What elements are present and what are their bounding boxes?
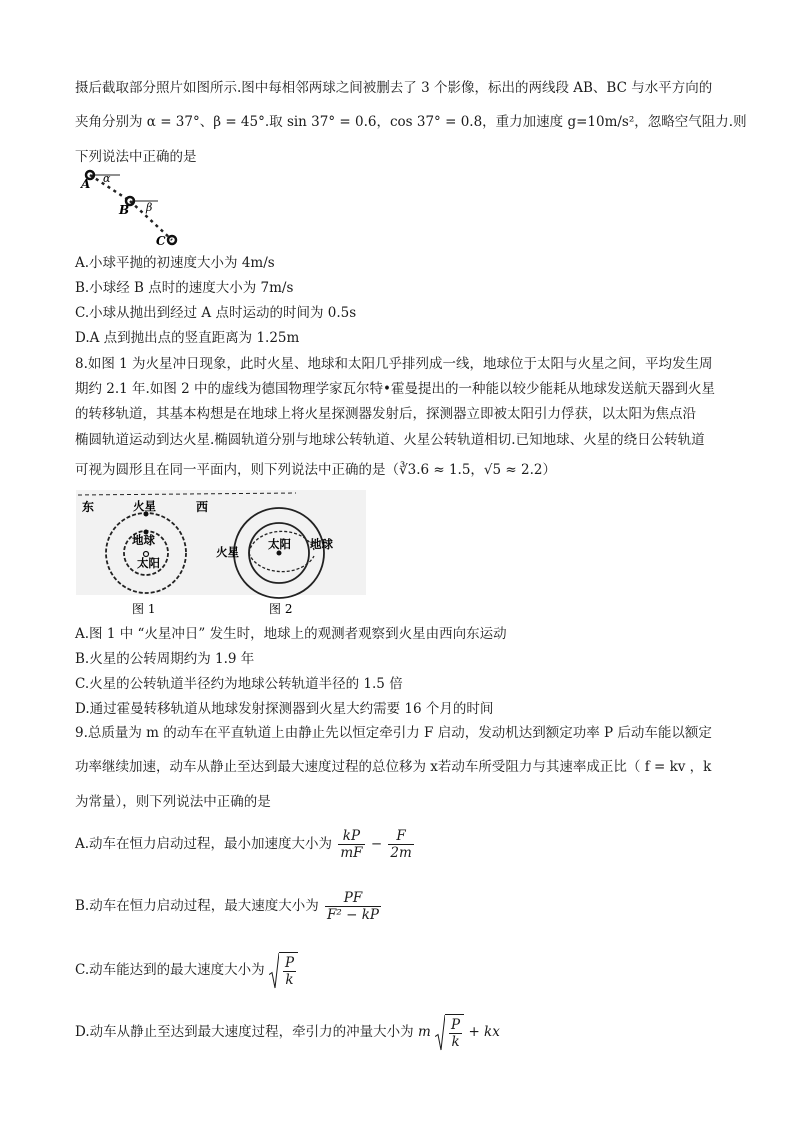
q9-option-a-frac2: $\frac{F}{2m}$: [390, 828, 412, 861]
q9-option-c: [75, 952, 298, 989]
q9-option-a-frac1: $\frac{kP}{mF}$: [340, 828, 363, 861]
q8-text-line-3: 的转移轨道，其基本构想是在地球上将火星探测器发射后，探测器立即被太阳引力俘获，以太阳为焦点沿: [75, 406, 696, 422]
label-alpha: α: [103, 172, 111, 185]
q8-text-line-4: 椭圆轨道运动到达火星.椭圆轨道分别与地球公转轨道、火星公转轨道相切.已知地球、火星的绕日公转轨道: [75, 432, 705, 448]
fig1-east: 东: [82, 500, 95, 514]
q7-option-c: C.小球从抛出到经过 A 点时运动的时间为 0.5s: [75, 305, 357, 321]
orbit-figures: [76, 490, 366, 618]
fig1-earth-label: 地球: [132, 533, 155, 547]
q8-text-line-1: 8.如图 1 为火星冲日现象，此时火星、地球和太阳几乎排列成一线，地球位于太阳与火星之间，平均发生周: [75, 356, 713, 372]
fig1-mars-label: 火星: [133, 499, 156, 513]
q9-option-b: [75, 888, 383, 924]
q9-option-b-frac: $\frac{PF}{\text{F² − kP}}$: [327, 890, 379, 923]
fig2-sun-dot: [277, 551, 282, 556]
q8-option-a: A.图 1 中 “火星冲日” 发生时，地球上的观测者观察到火星由西向东运动: [75, 626, 507, 642]
q9-option-c-text: C.动车能达到的最大速度大小为: [75, 962, 265, 978]
q9-text-line-3: 为常量），则下列说法中正确的是: [75, 794, 271, 810]
q9-option-d-sqrt: $\frac{P}{k}$: [435, 1014, 464, 1051]
q9-text-line-1: 9.总质量为 m 的动车在平直轨道上由静止先以恒定牵引力 F 启动，发动机达到额定功率 P 后动车能以额定: [75, 725, 712, 741]
fig1-sun-label: 太阳: [137, 556, 160, 570]
q9-option-b-text: B.动车在恒力启动过程，最大速度大小为: [75, 898, 319, 914]
q9-text-line-2: 功率继续加速，动车从静止至达到最大速度过程的总位移为 x若动车所受阻力与其速率成正比（ f = kv ，k: [75, 759, 712, 775]
fig1-caption: 图 1: [132, 602, 156, 616]
q7-text-line-3: 下列说法中正确的是: [75, 149, 197, 165]
q9-option-d: D.动车从静止至达到最大速度过程，牵引力的冲量大小为 m $\frac{P}{k}$ + kx: [75, 1014, 500, 1051]
q7-option-b: B.小球经 B 点时的速度大小为 7m/s: [75, 280, 294, 296]
q9-option-d-text: D.动车从静止至达到最大速度过程，牵引力的冲量大小为: [75, 1024, 414, 1040]
q7-option-d: D.A 点到抛出点的竖直距离为 1.25m: [75, 330, 300, 346]
fig2-mars-label: 火星: [216, 545, 239, 559]
fig2-caption: 图 2: [269, 602, 293, 616]
q7-option-a: A.小球平抛的初速度大小为 4m/s: [75, 255, 275, 271]
q7-text-line-1: 摄后截取部分照片如图所示.图中每相邻两球之间被删去了 3 个影像，标出的两线段 AB、BC 与水平方向的: [75, 80, 713, 96]
fig2-sun-label: 太阳: [268, 537, 291, 551]
q8-text-line-5: 可视为圆形且在同一平面内，则下列说法中正确的是（∛3.6 ≈ 1.5，√5 ≈ 2.2）: [75, 462, 556, 478]
q7-text-line-2: 夹角分别为 α = 37°、β = 45°.取 sin 37° = 0.6，cos 37° = 0.8，重力加速度 g=10m/s²，忽略空气阻力.则: [75, 114, 747, 130]
label-a: A: [81, 177, 91, 191]
projectile-figure: [78, 165, 208, 250]
fig2-earth-label: 地球: [310, 537, 333, 551]
label-c: C: [156, 234, 166, 248]
q8-option-c: C.火星的公转轨道半径约为地球公转轨道半径的 1.5 倍: [75, 676, 403, 692]
label-b: B: [119, 203, 130, 217]
q9-option-a-text: A.动车在恒力启动过程，最小加速度大小为: [75, 836, 333, 852]
q8-text-line-2: 期约 2.1 年.如图 2 中的虚线为德国物理学家瓦尔特•霍曼提出的一种能以较少能耗从地球发送航天器到火星: [75, 381, 715, 397]
q8-option-b: B.火星的公转周期约为 1.9 年: [75, 651, 255, 667]
q9-option-a: A.动车在恒力启动过程，最小加速度大小为 $\frac{kP}{mF}$ − $\frac{F}{2m}$: [75, 828, 412, 861]
fig1-west: 西: [196, 500, 209, 514]
label-beta: β: [146, 201, 153, 214]
q9-option-c-sqrt: $\frac{P}{k}$: [269, 952, 298, 989]
q8-option-d: D.通过霍曼转移轨道从地球发射探测器到火星大约需要 16 个月的时间: [75, 701, 494, 717]
